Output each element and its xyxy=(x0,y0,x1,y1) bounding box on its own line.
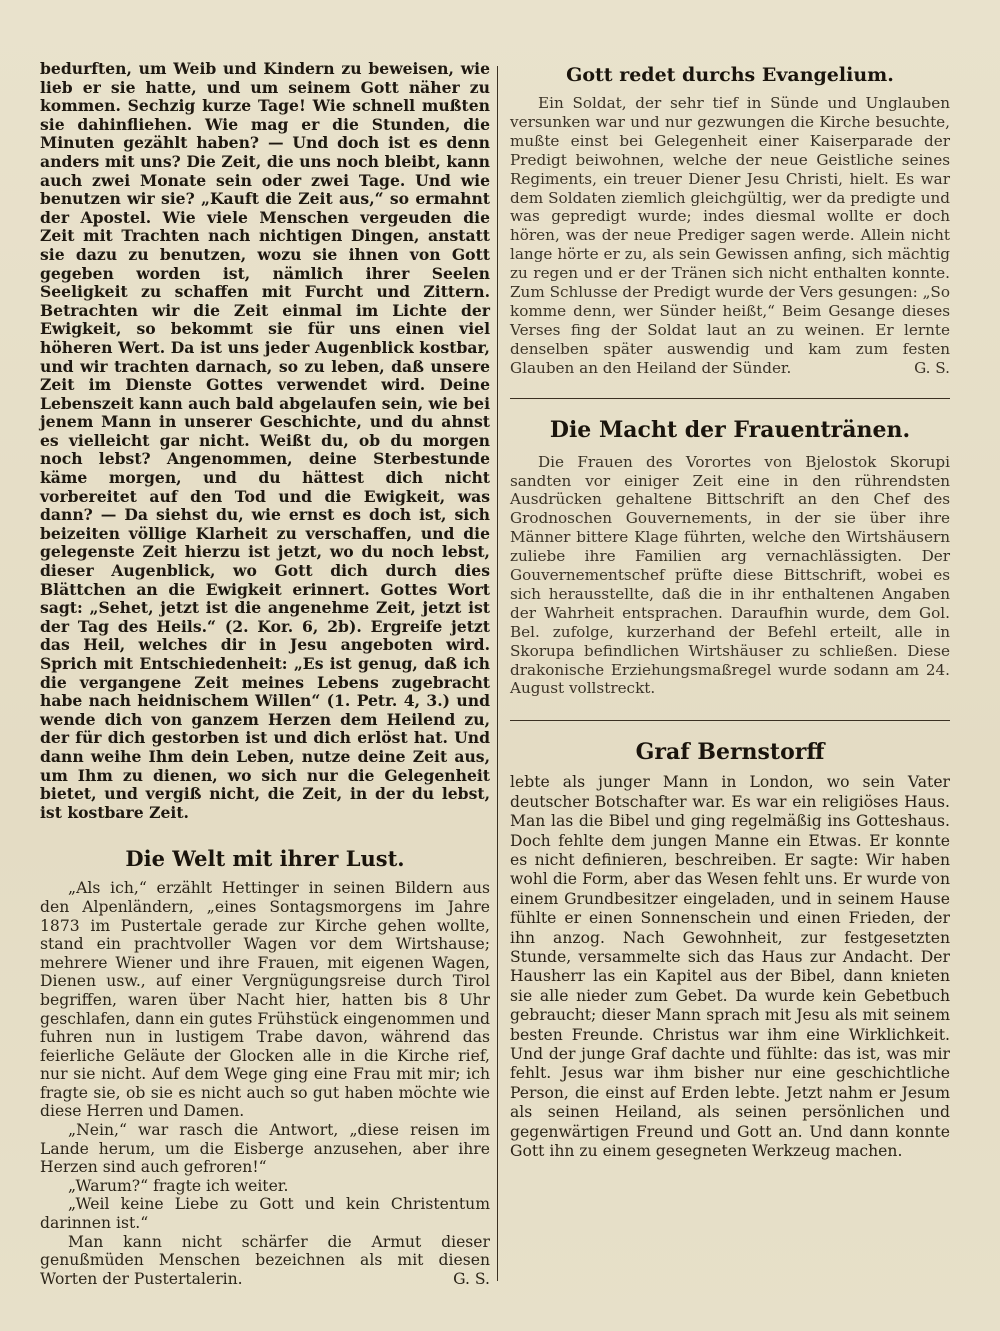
welt-paragraph-4: „Weil keine Liebe zu Gott und kein Christentum darinnen ist.“ xyxy=(40,1195,490,1233)
gott-signature: G. S. xyxy=(914,358,950,377)
welt-signature: G. S. xyxy=(453,1269,490,1288)
welt-paragraph-3: „Warum?“ fragte ich weiter. xyxy=(68,1176,289,1195)
column-divider xyxy=(497,66,498,1281)
article-title-welt: Die Welt mit ihrer Lust. xyxy=(125,846,405,872)
welt-closing-text: Man kann nicht schärfer die Armut dieser genußmüden Menschen bezeichnen als mit diesen Worten der Pustertalerin. xyxy=(40,1232,490,1288)
article-title-macht: Die Macht der Frauentränen. xyxy=(549,416,911,443)
welt-paragraph-1: „Als ich,“ erzählt Hettinger in seinen Bildern aus den Alpenländern, „eines Sontagsmorgens im Jahre 1873 im Pustertale gerade zur Kirche gehen wollte, stand ein prachtvoller Wagen vor dem Wirtshause; mehrere Wiener und ihre Frauen, mit eigenen Wagen, Dienen usw., auf einer Vergnügungsreise durch Tirol begriffen, waren über Nacht hier, hatten bis 8 Uhr geschlafen, dann ein gutes Frühstück eingenommen und fuhren nun in lustigem Trabe davon, während das feierliche Geläute der Glocken alle in die Kirche rief, nur sie nicht. Auf dem Wege ging eine Frau mit mir; ich fragte sie, ob sie es nicht auch so gut haben möchte wie diese Herren und Damen. xyxy=(40,879,490,1121)
gott-paragraph xyxy=(510,94,950,378)
gott-text: Ein Soldat, der sehr tief in Sünde und Unglauben versunken war und nur gezwungen die Kirche besuchte, mußte einst bei Gelegenheit einer Kaiserparade der Predigt beiwohnen, welche der neue Geistliche seines Regiments, ein treuer Diener Jesu Christi, hielt. Es war dem Soldaten ziemlich gleichgültig, wer da predigte und was gepredigt wurde; indes diesmal wollte er doch hören, was der neue Prediger sagen werde. Allein nicht lange hörte er zu, als sein Gewissen anfing, sich mächtig zu regen und er der Tränen sich nicht enthalten konnte. Zum Schlusse der Predigt wurde der Vers gesungen: „So komme denn, wer Sünder heißt,“ Beim Gesange dieses Verses fing der Soldat laut an zu weinen. Er lernte denselben später auswendig und kam zum festen Glauben an den Heiland der Sünder. xyxy=(510,94,950,377)
article-title-gott: Gott redet durchs Evangelium. xyxy=(566,64,894,86)
article-continuation-text: bedurften, um Weib und Kindern zu beweisen, wie lieb er sie hatte, und um seinem Gott näher zu kommen. Sechzig kurze Tage! Wie schnell mußten sie dahinfliehen. Wie mag er die Stunden, die Minuten gezählt haben? — Und doch ist es denn anders mit uns? Die Zeit, die uns noch bleibt, kann auch zwei Monate sein oder zwei Tage. Und wie benutzen wir sie? „Kauft die Zeit aus,“ so ermahnt der Apostel. Wie viele Menschen vergeuden die Zeit mit Trachten nach nichtigen Dingen, anstatt sie dazu zu benutzen, wozu sie ihnen von Gott gegeben worden ist, nämlich ihrer Seelen Seeligkeit zu schaffen mit Furcht und Zittern. Betrachten wir die Zeit einmal im Lichte der Ewigkeit, so bekommt sie für uns einen viel höheren Wert. Da ist uns jeder Augenblick kostbar, und wir trachten darnach, so zu leben, daß unsere Zeit im Dienste Gottes verwendet wird. Deine Lebenszeit kann auch bald abgelaufen sein, wie bei jenem Mann in unserer Geschichte, und du ahnst es vielleicht gar nicht. Weißt du, ob du morgen noch lebst? Angenommen, deine Sterbestunde käme morgen, und du hättest dich nicht vorbereitet auf den Tod und die Ewigkeit, was dann? — Da siehst du, wie ernst es doch ist, sich beizeiten völlige Klarheit zu verschaffen, und die gelegenste Zeit hierzu ist jetzt, wo du noch lebst, dieser Augenblick, wo Gott dich durch dies Blättchen an die Ewigkeit erinnert. Gottes Wort sagt: „Sehet, jetzt ist die angenehme Zeit, jetzt ist der Tag des Heils.“ (2. Kor. 6, 2b). Ergreife jetzt das Heil, welches dir in Jesu angeboten wird. Sprich mit Entschiedenheit: „Es ist genug, daß ich die vergangene Zeit meines Lebens zugebracht habe nach heidnischem Willen“ (1. Petr. 4, 3.) und wende dich von ganzem Herzen dem Heilend zu, der für dich gestorben ist und dich erlöst hat. Und dann weihe Ihm dein Leben, nutze deine Zeit aus, um Ihm zu dienen, wo sich nur die Gelegenheit bietet, und vergiß nicht, die Zeit, in der du lebst, ist kostbare Zeit. xyxy=(40,59,490,822)
welt-paragraph-5 xyxy=(40,1233,490,1289)
right-column xyxy=(510,60,950,1162)
left-column xyxy=(40,60,490,1288)
article-title-graf: Graf Bernstorff xyxy=(635,739,825,766)
macht-paragraph: Die Frauen des Vorortes von Bjelostok Skorupi sandten vor einiger Zeit eine in den rührendsten Ausdrücken gehaltene Bittschrift an den Chef des Grodnoschen Gouvernements, in der sie über ihre Männer bittere Klage führten, welche den Wirtshäusern zuliebe ihre Familien arg vernachlässigten. Der Gouvernementschef prüfte diese Bittschrift, wobei es sich herausstellte, daß die in ihr enthaltenen Angaben der Wahrheit entsprachen. Daraufhin wurde, dem Gol. Bel. zufolge, kurzerhand der Befehl erteilt, alle in Skorupa befindlichen Wirtshäuser zu schließen. Diese drakonische Erziehungsmaßregel wurde sodann am 24. August vollstreckt. xyxy=(510,452,950,698)
welt-paragraph-2: „Nein,“ war rasch die Antwort, „diese reisen im Lande herum, um die Eisberge anzusehen, aber ihre Herzen sind auch gefroren!“ xyxy=(40,1121,490,1177)
graf-paragraph: lebte als junger Mann in London, wo sein Vater deutscher Botschafter war. Es war ein religiöses Haus. Man las die Bibel und ging regelmäßig ins Gotteshaus. Doch fehlte dem jungen Manne ein Etwas. Er konnte es nicht definieren, beschreiben. Er sagte: Wir haben wohl die Form, aber das Wesen fehlt uns. Er wurde von einem Grundbesitzer eingeladen, und in seinem Hause fühlte er einen Sonnenschein und einen Frieden, der ihn anzog. Nach Gewohnheit, zur festgesetzten Stunde, versammelte sich das Haus zur Andacht. Der Hausherr las ein Kapitel aus der Bibel, dann knieten sie alle nieder zum Gebet. Da wurde kein Gebetbuch gebraucht; dieser Mann sprach mit Jesu als mit seinem besten Freunde. Christus war ihm eine Wirklichkeit. Und der junge Graf dachte und fühlte: das ist, was mir fehlt. Jesus war ihm bisher nur eine geschichtliche Person, die einst auf Erden lebte. Jetzt nahm er Jesum als seinen Heiland, als seinen persönlichen und gegenwärtigen Freund und Gott an. Und dann konnte Gott ihn zu einem gesegneten Werkzeug machen. xyxy=(510,773,950,1161)
